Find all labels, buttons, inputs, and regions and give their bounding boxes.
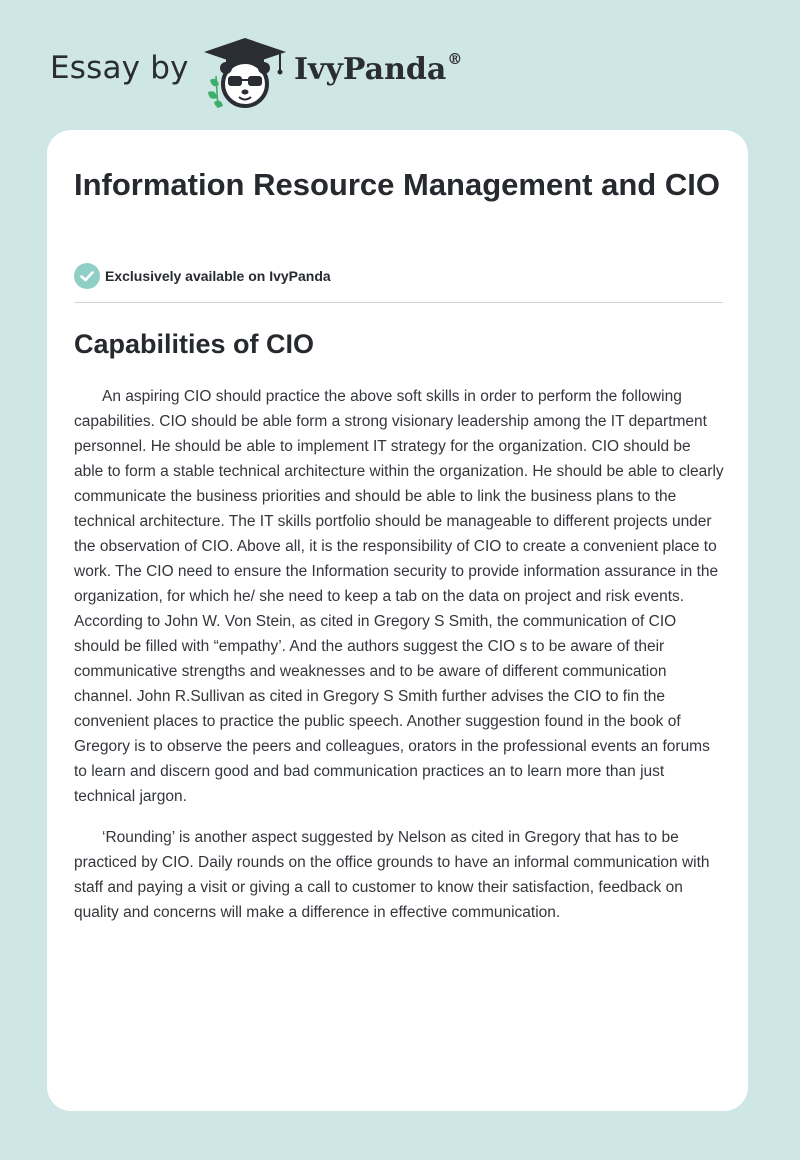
paragraph: An aspiring CIO should practice the above soft skills in order to perform the following capabilities. CIO should be able form a strong visionary leadership among the IT department personnel. He should be able to implement IT strategy for the organization. CIO should be able to form a stable technical architecture within the organization. He should be able to clearly communicate the business priorities and should be able to link the business plans to the technical architecture. The IT skills portfolio should be manageable to different projects under the observation of CIO. Above all, it is the responsibility of CIO to create a convenient place to work. The CIO need to ensure the Information security to provide information assurance in the organization, for which he/ she need to keep a tab on the data on project and risk events. According to John W. Von Stein, as cited in Gregory S Smith, the communication of CIO should be filled with “empathy’. And the authors suggest the CIO s to be aware of their communicative strengths and weaknesses and to be aware of different communication channel. John R.Sullivan as cited in Gregory S Smith further advises the CIO to fin the convenient places to practice the public speech. Another suggestion found in the book of Gregory is to observe the peers and colleagues, orators in the professional events an forums to learn and discern good and bad communication practices an to learn more than just technical jargon. <box>74 388 724 805</box>
registered-mark: ® <box>447 50 463 68</box>
paragraph: ‘Rounding’ is another aspect suggested by Nelson as cited in Gregory that has to be practiced by CIO. Daily rounds on the office grounds to have an informal communication with staff and paying a visit or giving a call to customer to know their satisfaction, feedback on quality and concerns will make a difference in effective communication. <box>74 829 710 921</box>
divider <box>74 302 723 303</box>
exclusive-label: Exclusively available on IvyPanda <box>105 268 331 284</box>
brand-prefix: Essay by <box>50 50 189 86</box>
exclusive-badge <box>74 263 331 289</box>
essay-body <box>74 384 724 941</box>
brand-header[interactable] <box>50 36 470 112</box>
section-heading: Capabilities of CIO <box>74 329 315 359</box>
panda-graduation-cap-icon <box>202 36 288 110</box>
essay-title: Information Resource Management and CIO <box>74 167 720 202</box>
brand-name: IvyPanda® <box>294 50 463 87</box>
essay-card <box>47 130 748 1111</box>
check-circle-icon <box>74 263 100 289</box>
